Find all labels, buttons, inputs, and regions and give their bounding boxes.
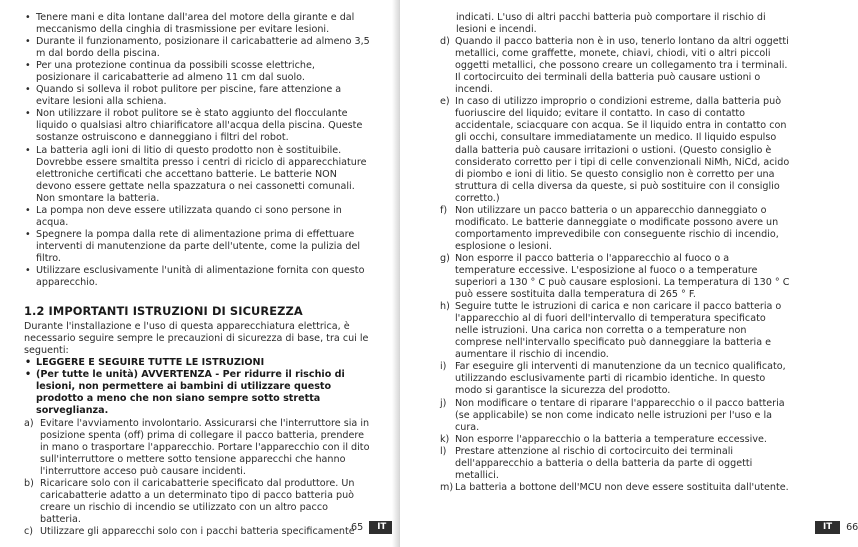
lettered-list — [24, 418, 370, 538]
list-marker: g) — [440, 252, 450, 264]
list-item: • Utilizzare esclusivamente l'unità di alimentazione fornita con questo apparecchio. — [24, 265, 370, 289]
list-marker: a) — [24, 417, 34, 429]
lettered-list — [440, 36, 790, 494]
list-item-text: Utilizzare gli apparecchi solo con i pacchi batteria specificamente — [40, 525, 355, 537]
list-marker: d) — [440, 36, 450, 48]
list-item: • La batteria agli ioni di litio di questo prodotto non è sostituibile. Dovrebbe essere smaltita presso i centri di riciclo di apparecchiature elettroniche certificati che accettano batterie. Le batterie NON devono essere gettate nella spazzatura o nei cassonetti comunali. Non smontare la batteria. — [24, 145, 370, 205]
list-item-text: Non esporre l'apparecchio o la batteria a temperature eccessive. — [455, 433, 767, 445]
continuation-text: indicati. L'uso di altri pacchi batteria può comportare il rischio di lesioni e incendi. — [456, 12, 766, 36]
list-marker: k) — [440, 433, 450, 445]
safety-bullet-list — [24, 12, 370, 289]
list-item-text: Prestare attenzione al rischio di cortocircuito dei terminali dell'apparecchio a batteria o della batteria da parte di oggetti metallici. — [455, 445, 753, 481]
section-heading: 1.2 IMPORTANTI ISTRUZIONI DI SICUREZZA — [24, 304, 303, 319]
right-page-text — [440, 12, 790, 494]
list-marker: c) — [24, 525, 34, 537]
list-marker: i) — [440, 361, 447, 373]
list-item: • (Per tutte le unità) AVVERTENZA - Per ridurre il rischio di lesioni, non permettere ai bambini di utilizzare questo prodotto a meno che non siano sempre sotto stretta sorveglianza. — [24, 369, 370, 417]
list-item — [440, 398, 790, 434]
list-marker: l) — [440, 445, 447, 457]
list-item-text: Seguire tutte le istruzioni di carica e non caricare il pacco batteria o l'apparecchio al di fuori dell'intervallo di temperatura specificato nelle istruzioni. Una carica non corretta o a temperature non comprese nell'intervallo specificato può danneggiare la batteria e aumentare il rischio di incendio. — [455, 301, 782, 361]
list-item: • Quando si solleva il robot pulitore per piscine, fare attenzione a evitare lesioni alla schiena. — [24, 84, 370, 108]
left-page — [0, 0, 400, 547]
list-item-text: Non esporre il pacco batteria o l'apparecchio al fuoco o a temperature eccessive. L'esposizione al fuoco o a temperature superiori a 130 ° C può causare esplosioni. La temperatura di 130 ° C può essere sostituita dalla temperatura di 265 ° F. — [455, 252, 790, 301]
page-number: 65 — [351, 522, 364, 533]
list-item — [24, 526, 370, 538]
language-tag: IT — [815, 521, 840, 534]
list-marker: j) — [440, 397, 447, 409]
list-item — [440, 434, 790, 446]
list-item — [440, 301, 790, 361]
list-item-text: Quando il pacco batteria non è in uso, tenerlo lontano da altri oggetti metallici, come graffette, monete, chiavi, chiodi, viti o altri piccoli oggetti metallici, che possono creare un collegamento tra i terminali. Il cortocircuito dei terminali della batteria può causare ustioni o incendi. — [455, 36, 789, 96]
list-item: • Tenere mani e dita lontane dall'area del motore della girante e dal meccanismo della cinghia di trasmissione per evitare lesioni. — [24, 12, 370, 36]
list-item — [440, 446, 790, 482]
list-item: • Spegnere la pompa dalla rete di alimentazione prima di effettuare interventi di manutenzione da parte dell'utente, come la pulizia del filtro. — [24, 229, 370, 265]
list-item-text: Ricaricare solo con il caricabatterie specificato dal produttore. Un caricabatterie adatto a un determinato tipo di pacco batteria può creare un rischio di incendio se utilizzato con un altro pacco batteria. — [40, 477, 355, 525]
list-marker: b) — [24, 477, 34, 489]
list-marker: e) — [440, 96, 450, 108]
left-page-footer — [351, 521, 394, 534]
warning-bullet-list — [24, 357, 370, 417]
list-marker: h) — [440, 301, 450, 313]
list-item — [440, 36, 790, 96]
list-item: • Durante il funzionamento, posizionare il caricabatterie ad almeno 3,5 m dal bordo della piscina. — [24, 36, 370, 60]
intro-paragraph: Durante l'installazione e l'uso di questa apparecchiatura elettrica, è necessario seguire sempre le precauzioni di sicurezza di base, tra cui le seguenti: — [24, 321, 369, 357]
list-item-text: Non modificare o tentare di riparare l'apparecchio o il pacco batteria (se applicabile) se non come indicato nelle istruzioni per l'uso e la cura. — [455, 397, 785, 433]
list-item-text: In caso di utilizzo improprio o condizioni estreme, dalla batteria può fuoriuscire del liquido; evitare il contatto. In caso di contatto accidentale, sciacquare con acqua. Se il liquido entra in contatto con gli occhi, consultare immediatamente un medico. Il liquido espulso dalla batteria può causare irritazioni o ustioni. (Questo consiglio è considerato corretto per i tipi di celle convenzionali NiMh, NiCd, acido di piombo e ioni di litio. Se questo consiglio non è corretto per una struttura di cella diversa da queste, si può sostituire con il consiglio corretto.) — [455, 96, 790, 204]
list-item — [440, 205, 790, 253]
list-item — [440, 253, 790, 301]
list-item — [24, 418, 370, 478]
left-page-text — [24, 12, 370, 538]
list-item — [440, 96, 790, 204]
list-marker: m) — [440, 481, 454, 493]
list-item: • Per una protezione continua da possibili scosse elettriche, posizionare il caricabatterie ad almeno 11 cm dal suolo. — [24, 60, 370, 84]
language-tag: IT — [369, 521, 394, 534]
page-number: 66 — [846, 522, 858, 533]
list-item-text: Evitare l'avviamento involontario. Assicurarsi che l'interruttore sia in posizione spenta (off) prima di collegare il pacco batteria, prendere in mano o trasportare l'apparecchio. Portare l'apparecchio con il dito sull'interruttore o mettere sotto tensione apparecchi che hanno l'interruttore acceso può causare incidenti. — [40, 417, 370, 477]
list-item: • Non utilizzare il robot pulitore se è stato aggiunto del flocculante liquido o qualsiasi altro chiarificatore all'acqua della piscina. Queste sostanze ostruiscono e danneggiano i filtri del robot. — [24, 108, 370, 144]
list-item-text: Non utilizzare un pacco batteria o un apparecchio danneggiato o modificato. Le batterie danneggiate o modificate possono avere un comportamento imprevedibile con conseguente rischio di incendio, esplosione o lesioni. — [455, 204, 779, 252]
list-item-text: Far eseguire gli interventi di manutenzione da un tecnico qualificato, utilizzando esclusivamente parti di ricambio identiche. In questo modo si garantisce la sicurezza del prodotto. — [455, 361, 786, 397]
list-item: • La pompa non deve essere utilizzata quando ci sono persone in acqua. — [24, 205, 370, 229]
list-item — [24, 478, 370, 526]
right-page-footer — [815, 521, 858, 534]
list-item: • LEGGERE E SEGUIRE TUTTE LE ISTRUZIONI — [24, 357, 370, 369]
right-page — [400, 0, 858, 547]
list-item — [440, 482, 790, 494]
list-item-text: La batteria a bottone dell'MCU non deve essere sostituita dall'utente. — [455, 481, 789, 493]
list-item — [440, 361, 790, 397]
list-marker: f) — [440, 204, 448, 216]
